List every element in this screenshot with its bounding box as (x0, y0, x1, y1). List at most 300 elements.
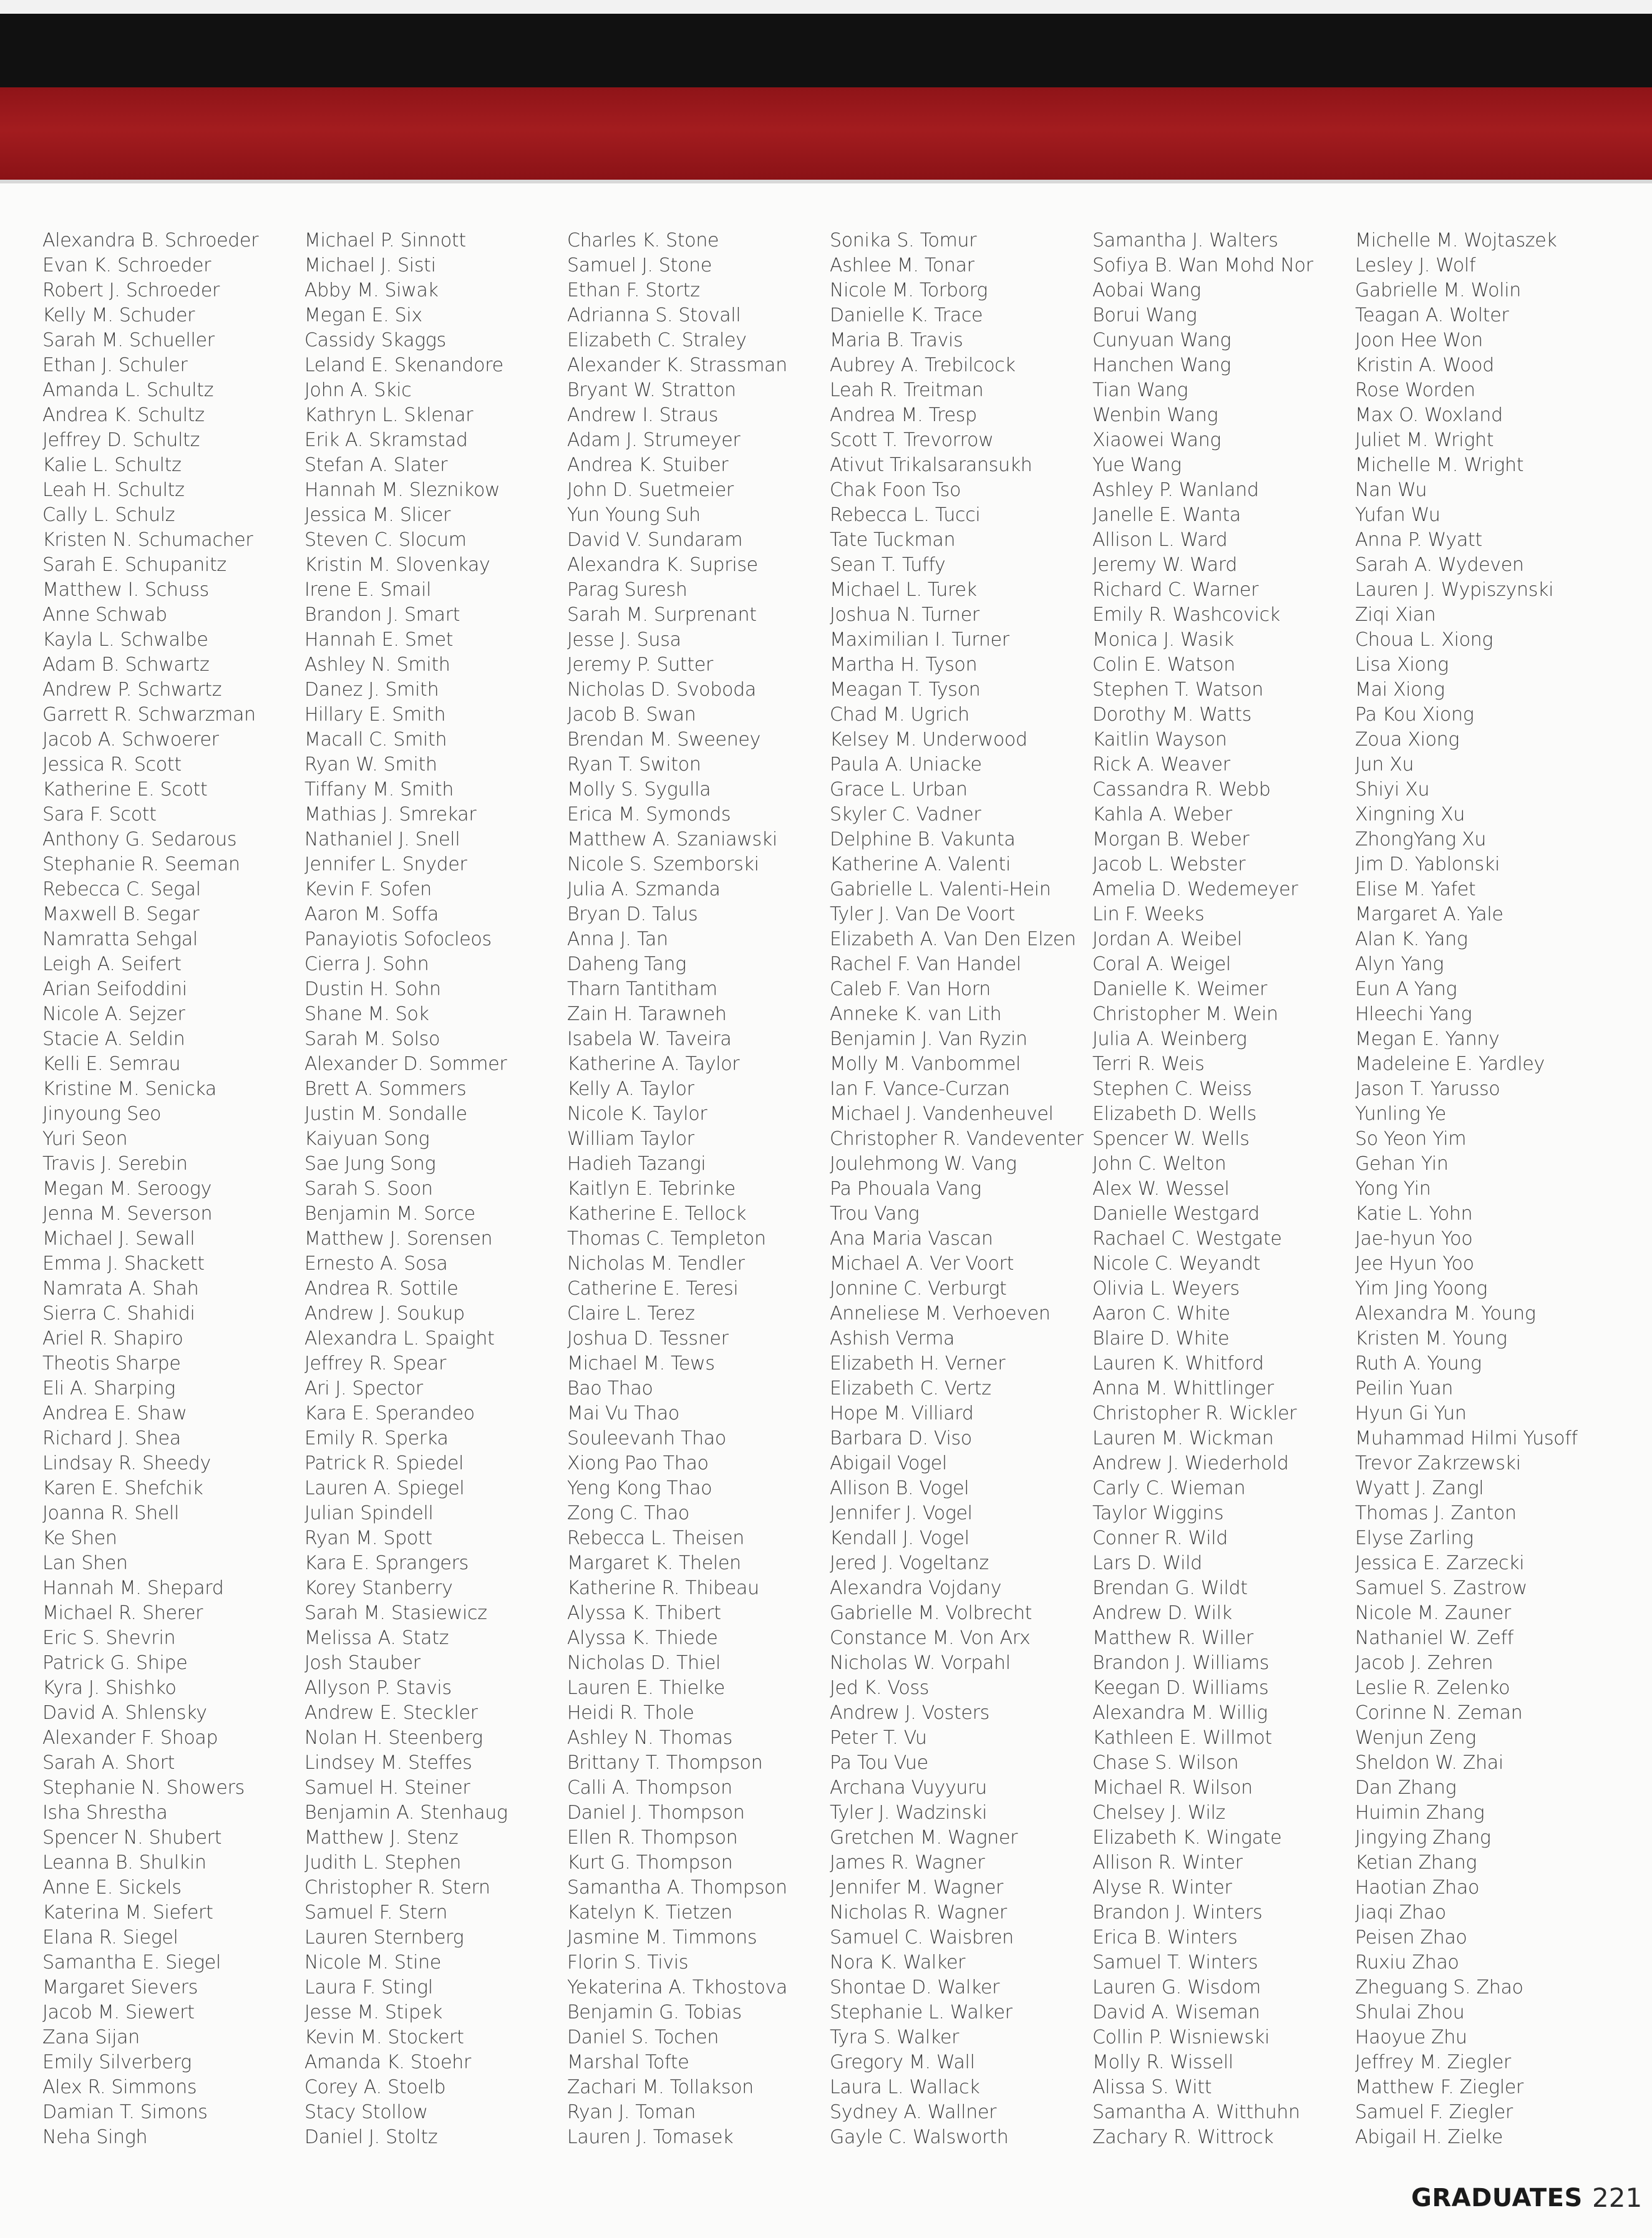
graduate-name: Katherine R. Thibeau (567, 1577, 759, 1599)
graduate-name: Alexandra K. Suprise (567, 554, 758, 576)
graduate-name: Michael A. Ver Voort (830, 1253, 1014, 1275)
graduate-name: Nicholas D. Svoboda (567, 679, 756, 701)
graduate-name: Megan M. Seroogy (42, 1178, 212, 1200)
graduate-name: Samuel J. Stone (567, 255, 712, 276)
graduate-name: Ellen R. Thompson (567, 1827, 738, 1849)
graduate-name: Michael L. Turek (830, 579, 977, 601)
graduate-name: Erica M. Symonds (567, 804, 731, 825)
graduate-name: Kathleen E. Willmot (1092, 1727, 1272, 1749)
graduate-name: Monica J. Wasik (1092, 629, 1234, 651)
graduate-name: Julia A. Weinberg (1092, 1028, 1247, 1050)
graduate-name: Joulehmong W. Vang (830, 1153, 1017, 1175)
graduate-name: Xingning Xu (1355, 804, 1465, 825)
page-number: 221 (1592, 2182, 1643, 2213)
graduate-name: Allison L. Ward (1092, 529, 1228, 551)
graduate-name: Maximilian I. Turner (830, 629, 1009, 651)
graduate-name: Leah H. Schultz (42, 479, 185, 501)
graduate-name: Garrett R. Schwarzman (42, 704, 256, 726)
graduate-name: Yeng Kong Thao (567, 1477, 712, 1499)
graduate-name: Rachael C. Westgate (1092, 1228, 1282, 1250)
graduate-name: Daniel J. Stoltz (304, 2126, 438, 2148)
graduate-name: Samantha J. Walters (1092, 230, 1278, 251)
graduate-name: Kelly M. Schuder (42, 304, 195, 326)
graduate-name: John C. Welton (1092, 1153, 1227, 1175)
graduate-name: Julian Spindell (304, 1502, 434, 1524)
graduate-name: Kevin F. Sofen (304, 878, 432, 900)
graduate-name: Katerina M. Siefert (42, 1902, 213, 1924)
graduate-name: Scott T. Trevorrow (830, 429, 994, 451)
top-margin (0, 0, 1652, 14)
graduate-name: Richard J. Shea (42, 1428, 181, 1449)
graduate-name: Theotis Sharpe (42, 1353, 181, 1374)
graduate-name: Xiaowei Wang (1092, 429, 1222, 451)
graduate-name: Nicholas D. Thiel (567, 1652, 721, 1674)
graduate-name: Ashley N. Smith (304, 654, 450, 676)
graduate-name: Nicole S. Szemborski (567, 854, 759, 875)
graduate-name: Kaitlin Wayson (1092, 729, 1227, 751)
graduate-name: Chad M. Ugrich (830, 704, 969, 726)
graduate-name: Mai Xiong (1355, 679, 1445, 701)
graduate-name: Alex W. Wessel (1092, 1178, 1230, 1200)
graduate-name: Gabrielle M. Volbrecht (830, 1602, 1032, 1624)
graduate-name: Chak Foon Tso (830, 479, 961, 501)
graduate-name: Lisa Xiong (1355, 654, 1449, 676)
graduate-name: Michael R. Sherer (42, 1602, 203, 1624)
graduate-name: Ana Maria Vascan (830, 1228, 993, 1250)
graduate-names-grid (42, 228, 1615, 2163)
graduate-name: Brendan G. Wildt (1092, 1577, 1248, 1599)
graduate-name: Jeremy P. Sutter (567, 654, 714, 676)
graduate-name: Stephanie L. Walker (830, 2002, 1013, 2023)
graduate-name: Andrea K. Schultz (42, 404, 205, 426)
graduate-name: Sae Jung Song (304, 1153, 436, 1175)
graduate-name: Michael R. Wilson (1092, 1777, 1253, 1799)
graduate-name: Amelia D. Wedemeyer (1092, 878, 1298, 900)
graduate-name: Andrew E. Steckler (304, 1702, 478, 1724)
graduate-name: Namrata A. Shah (42, 1278, 199, 1300)
graduate-name: Jennifer L. Snyder (304, 854, 467, 875)
graduate-name: Lan Shen (42, 1552, 128, 1574)
names-column-1 (42, 228, 298, 2150)
graduate-name: Sarah S. Soon (304, 1178, 433, 1200)
graduate-name: Lauren E. Thielke (567, 1677, 725, 1699)
graduate-name: Kayla L. Schwalbe (42, 629, 208, 651)
graduate-name: Dustin H. Sohn (304, 978, 441, 1000)
graduate-name: Erik A. Skramstad (304, 429, 468, 451)
graduate-name: Stacy Stollow (304, 2101, 428, 2123)
graduate-name: Michael P. Sinnott (304, 230, 466, 251)
graduate-name: Mai Vu Thao (567, 1403, 679, 1424)
graduate-name: Andrew P. Schwartz (42, 679, 222, 701)
graduate-name: Molly S. Sygulla (567, 779, 711, 800)
names-column-4 (830, 228, 1086, 2150)
graduate-name: Dorothy M. Watts (1092, 704, 1251, 726)
graduate-name: Sarah A. Wydeven (1355, 554, 1524, 576)
graduate-name: Sheldon W. Zhai (1355, 1752, 1504, 1774)
graduate-name: Madeleine E. Yardley (1355, 1053, 1545, 1075)
graduate-name: Shane M. Sok (304, 1003, 429, 1025)
graduate-name: Blaire D. White (1092, 1328, 1230, 1350)
graduate-name: Andrea R. Sottile (304, 1278, 459, 1300)
graduate-name: Tharn Tantitham (567, 978, 717, 1000)
graduate-name: Matthew J. Stenz (304, 1827, 459, 1849)
graduate-name: Kendall J. Vogel (830, 1527, 969, 1549)
graduate-name: Catherine E. Teresi (567, 1278, 739, 1300)
graduate-name: Danielle K. Trace (830, 304, 983, 326)
graduate-name: Jered J. Vogeltanz (830, 1552, 989, 1574)
graduate-name: Kelly A. Taylor (567, 1078, 694, 1100)
graduate-name: Kara E. Sprangers (304, 1552, 469, 1574)
graduate-name: Huimin Zhang (1355, 1802, 1485, 1824)
graduate-name: Alexandra B. Schroeder (42, 230, 259, 251)
graduate-name: Lesley J. Wolf (1355, 255, 1476, 276)
graduate-name: Kalie L. Schultz (42, 454, 182, 476)
graduate-name: Parag Suresh (567, 579, 688, 601)
graduate-name: Archana Vuyyuru (830, 1777, 987, 1799)
graduate-name: Rachel F. Van Handel (830, 953, 1021, 975)
graduate-name: Brittany T. Thompson (567, 1752, 763, 1774)
header-shadow (0, 180, 1652, 183)
graduate-name: Adrianna S. Stovall (567, 304, 741, 326)
graduate-name: Arian Seifoddini (42, 978, 187, 1000)
graduate-name: Anthony G. Sedarous (42, 829, 237, 850)
graduate-name: Jessica R. Scott (42, 754, 182, 776)
graduate-name: Anneliese M. Verhoeven (830, 1303, 1051, 1325)
graduate-name: Andrea K. Stuiber (567, 454, 729, 476)
graduate-name: Stacie A. Seldin (42, 1028, 185, 1050)
graduate-name: Shontae D. Walker (830, 1977, 1000, 1998)
names-column-2 (304, 228, 560, 2150)
graduate-name: Samantha A. Thompson (567, 1877, 787, 1899)
graduate-name: Kyra J. Shishko (42, 1677, 177, 1699)
graduate-name: Choua L. Xiong (1355, 629, 1494, 651)
graduate-name: Jiaqi Zhao (1355, 1902, 1446, 1924)
graduate-name: Tyler J. Van De Voort (830, 903, 1015, 925)
graduate-name: Zheguang S. Zhao (1355, 1977, 1523, 1998)
graduate-name: Panayiotis Sofocleos (304, 928, 492, 950)
graduate-name: Aobai Wang (1092, 280, 1201, 301)
graduate-name: Daniel J. Thompson (567, 1802, 745, 1824)
graduate-name: Spencer N. Shubert (42, 1827, 222, 1849)
graduate-name: Ashish Verma (830, 1328, 955, 1350)
graduate-name: Anna J. Tan (567, 928, 668, 950)
graduate-name: Jee Hyun Yoo (1355, 1253, 1474, 1275)
graduate-name: Lauren M. Wickman (1092, 1428, 1274, 1449)
graduate-name: Wyatt J. Zangl (1355, 1477, 1484, 1499)
graduate-name: Christopher R. Vandeventer (830, 1128, 1084, 1150)
graduate-name: Jeffrey R. Spear (304, 1353, 447, 1374)
graduate-name: Alissa S. Witt (1092, 2076, 1212, 2098)
graduate-name: Corey A. Stoelb (304, 2076, 446, 2098)
graduate-name: Michael M. Tews (567, 1353, 715, 1374)
graduate-name: Stefan A. Slater (304, 454, 448, 476)
graduate-name: Souleevanh Thao (567, 1428, 726, 1449)
graduate-name: Sean T. Tuffy (830, 554, 946, 576)
graduate-name: Leslie R. Zelenko (1355, 1677, 1510, 1699)
graduate-name: Alyssa K. Thibert (567, 1602, 721, 1624)
graduate-name: Marshal Tofte (567, 2051, 689, 2073)
graduate-name: Conner R. Wild (1092, 1527, 1228, 1549)
graduate-name: Ryan M. Spott (304, 1527, 432, 1549)
graduate-name: Calli A. Thompson (567, 1777, 732, 1799)
graduate-name: Michael J. Vandenheuvel (830, 1103, 1054, 1125)
header-black-band (0, 14, 1652, 87)
graduate-name: Juliet M. Wright (1355, 429, 1494, 451)
graduate-name: Richard C. Warner (1092, 579, 1259, 601)
graduate-name: Benjamin A. Stenhaug (304, 1802, 508, 1824)
graduate-name: Benjamin G. Tobias (567, 2002, 742, 2023)
names-column-3 (567, 228, 823, 2150)
graduate-name: Lauren J. Tomasek (567, 2126, 734, 2148)
graduate-name: Claire L. Terez (567, 1303, 695, 1325)
graduate-name: Tate Tuckman (830, 529, 956, 551)
graduate-name: Rose Worden (1355, 379, 1475, 401)
graduate-name: Colin E. Watson (1092, 654, 1235, 676)
graduate-name: Daheng Tang (567, 953, 686, 975)
graduate-name: Jinyoung Seo (42, 1103, 162, 1125)
graduate-name: Jessica E. Zarzecki (1355, 1552, 1525, 1574)
graduate-name: Jason T. Yarusso (1355, 1078, 1500, 1100)
graduate-name: Coral A. Weigel (1092, 953, 1231, 975)
graduate-name: Katherine E. Scott (42, 779, 208, 800)
graduate-name: Jun Xu (1355, 754, 1414, 776)
graduate-name: Benjamin M. Sorce (304, 1203, 475, 1225)
graduate-name: Stephen C. Weiss (1092, 1078, 1252, 1100)
graduate-name: Bryant W. Stratton (567, 379, 736, 401)
graduate-name: Jesse M. Stipek (304, 2002, 443, 2023)
graduate-name: Ryan J. Toman (567, 2101, 696, 2123)
graduate-name: Jacob B. Swan (567, 704, 696, 726)
graduate-name: Matthew J. Sorensen (304, 1228, 493, 1250)
graduate-name: Teagan A. Wolter (1355, 304, 1509, 326)
graduate-name: Samuel F. Stern (304, 1902, 448, 1924)
graduate-name: Pa Phouala Vang (830, 1178, 981, 1200)
graduate-name: Zoua Xiong (1355, 729, 1460, 751)
graduate-name: Yong Yin (1355, 1178, 1431, 1200)
graduate-name: Jeffrey D. Schultz (42, 429, 200, 451)
graduate-name: Leland E. Skenandore (304, 354, 503, 376)
graduate-name: Erica B. Winters (1092, 1927, 1238, 1949)
graduate-name: Damian T. Simons (42, 2101, 208, 2123)
graduate-name: Joon Hee Won (1355, 329, 1483, 351)
graduate-name: Nan Wu (1355, 479, 1427, 501)
graduate-name: Ruxiu Zhao (1355, 1952, 1459, 1973)
graduate-name: Joanna R. Shell (42, 1502, 180, 1524)
graduate-name: Matthew A. Szaniawski (567, 829, 777, 850)
graduate-name: Lauren K. Whitford (1092, 1353, 1264, 1374)
graduate-name: Ruth A. Young (1355, 1353, 1482, 1374)
graduate-name: Borui Wang (1092, 304, 1197, 326)
graduate-name: Kathryn L. Sklenar (304, 404, 474, 426)
graduate-name: ZhongYang Xu (1355, 829, 1487, 850)
graduate-name: Adam J. Strumeyer (567, 429, 741, 451)
graduate-name: Korey Stanberry (304, 1577, 453, 1599)
graduate-name: Katherine A. Taylor (567, 1053, 740, 1075)
graduate-name: Nolan H. Steenberg (304, 1727, 483, 1749)
graduate-name: Yim Jing Yoong (1355, 1278, 1487, 1300)
graduate-name: Charles K. Stone (567, 230, 719, 251)
graduate-name: Kristine M. Senicka (42, 1078, 216, 1100)
graduate-name: Megan E. Six (304, 304, 422, 326)
graduate-name: Gabrielle M. Wolin (1355, 280, 1521, 301)
graduate-name: Kelli E. Semrau (42, 1053, 181, 1075)
graduate-name: Delphine B. Vakunta (830, 829, 1016, 850)
graduate-name: Anna M. Whittlinger (1092, 1378, 1274, 1399)
graduate-name: Amanda L. Schultz (42, 379, 214, 401)
graduate-name: Sofiya B. Wan Mohd Nor (1092, 255, 1313, 276)
graduate-name: Jordan A. Weibel (1092, 928, 1242, 950)
graduate-name: Peter T. Vu (830, 1727, 927, 1749)
graduate-name: Jennifer J. Vogel (830, 1502, 973, 1524)
graduate-name: Rebecca L. Theisen (567, 1527, 744, 1549)
graduate-name: Hannah M. Shepard (42, 1577, 224, 1599)
graduate-name: Muhammad Hilmi Yusoff (1355, 1428, 1578, 1449)
graduate-name: Danielle K. Weimer (1092, 978, 1268, 1000)
graduate-name: Eli A. Sharping (42, 1378, 175, 1399)
graduate-name: Jennifer M. Wagner (830, 1877, 1004, 1899)
graduate-name: Nicholas R. Wagner (830, 1902, 1007, 1924)
graduate-name: Gregory M. Wall (830, 2051, 975, 2073)
graduate-name: Maxwell B. Segar (42, 903, 200, 925)
graduate-name: Lars D. Wild (1092, 1552, 1202, 1574)
graduate-name: Keegan D. Williams (1092, 1677, 1269, 1699)
graduate-name: Ashley P. Wanland (1092, 479, 1259, 501)
graduate-name: Ketian Zhang (1355, 1852, 1477, 1874)
graduate-name: Kristin A. Wood (1355, 354, 1494, 376)
graduate-name: Brandon J. Williams (1092, 1652, 1270, 1674)
graduate-name: Nicole K. Taylor (567, 1103, 707, 1125)
graduate-name: Sarah M. Schueller (42, 329, 215, 351)
graduate-name: Jonnine C. Verburgt (830, 1278, 1007, 1300)
graduate-name: Meagan T. Tyson (830, 679, 981, 701)
graduate-name: Wenjun Zeng (1355, 1727, 1476, 1749)
graduate-name: Michelle M. Wright (1355, 454, 1524, 476)
graduate-name: Gretchen M. Wagner (830, 1827, 1018, 1849)
graduate-name: Thomas J. Zanton (1355, 1502, 1517, 1524)
graduate-name: Kristin M. Slovenkay (304, 554, 490, 576)
graduate-name: Shiyi Xu (1355, 779, 1430, 800)
graduate-name: Gabrielle L. Valenti-Hein (830, 878, 1051, 900)
graduate-name: Cunyuan Wang (1092, 329, 1232, 351)
graduate-name: Danez J. Smith (304, 679, 439, 701)
section-title: GRADUATES (1411, 2184, 1583, 2212)
graduate-name: Olivia L. Weyers (1092, 1278, 1240, 1300)
graduate-name: Nicole C. Weyandt (1092, 1253, 1261, 1275)
graduate-name: Jenna M. Severson (42, 1203, 213, 1225)
graduate-name: Samantha A. Witthuhn (1092, 2101, 1300, 2123)
graduate-name: Andrew I. Straus (567, 404, 719, 426)
graduate-name: David V. Sundaram (567, 529, 743, 551)
graduate-name: Constance M. Von Arx (830, 1627, 1031, 1649)
graduate-name: Michelle M. Wojtaszek (1355, 230, 1557, 251)
graduate-name: Christopher R. Wickler (1092, 1403, 1297, 1424)
graduate-name: Jesse J. Susa (567, 629, 681, 651)
graduate-name: Sarah A. Short (42, 1752, 175, 1774)
graduate-name: Isabela W. Taveira (567, 1028, 732, 1050)
graduate-name: Hillary E. Smith (304, 704, 446, 726)
graduate-name: Rebecca L. Tucci (830, 504, 981, 526)
graduate-name: Ke Shen (42, 1527, 117, 1549)
graduate-name: Paula A. Uniacke (830, 754, 982, 776)
graduate-name: Maria B. Travis (830, 329, 963, 351)
graduate-name: Elizabeth H. Verner (830, 1353, 1006, 1374)
graduate-name: Molly M. Vanbommel (830, 1053, 1021, 1075)
graduate-name: Pa Kou Xiong (1355, 704, 1474, 726)
graduate-name: Yuri Seon (42, 1128, 128, 1150)
graduate-name: Matthew F. Ziegler (1355, 2076, 1523, 2098)
graduate-name: Sarah M. Stasiewicz (304, 1602, 487, 1624)
graduate-name: Nicole A. Sejzer (42, 1003, 185, 1025)
graduate-name: Wenbin Wang (1092, 404, 1218, 426)
graduate-name: Alyssa K. Thiede (567, 1627, 718, 1649)
graduate-name: Elizabeth C. Vertz (830, 1378, 991, 1399)
graduate-name: Karen E. Shefchik (42, 1477, 203, 1499)
graduate-name: Abby M. Siwak (304, 280, 439, 301)
graduate-name: Sonika S. Tomur (830, 230, 977, 251)
graduate-name: Ashlee M. Tonar (830, 255, 974, 276)
graduate-name: Brandon J. Winters (1092, 1902, 1263, 1924)
graduate-name: Ativut Trikalsaransukh (830, 454, 1032, 476)
graduate-name: Leanna B. Shulkin (42, 1852, 206, 1874)
graduate-name: Isha Shrestha (42, 1802, 168, 1824)
graduate-name: Jacob A. Schwoerer (42, 729, 219, 751)
graduate-name: Hannah M. Sleznikow (304, 479, 500, 501)
graduate-name: Jeremy W. Ward (1092, 554, 1238, 576)
graduate-name: Nathaniel W. Zeff (1355, 1627, 1514, 1649)
graduate-name: Lindsey M. Steffes (304, 1752, 472, 1774)
graduate-name: Corinne N. Zeman (1355, 1702, 1523, 1724)
graduate-name: Collin P. Wisniewski (1092, 2026, 1270, 2048)
graduate-name: Bryan D. Talus (567, 903, 698, 925)
graduate-name: Andrew J. Vosters (830, 1702, 989, 1724)
graduate-name: Patrick G. Shipe (42, 1652, 188, 1674)
graduate-name: Spencer W. Wells (1092, 1128, 1250, 1150)
graduate-name: Katherine A. Valenti (830, 854, 1011, 875)
names-column-6 (1355, 228, 1611, 2150)
graduate-name: John A. Skic (304, 379, 412, 401)
graduate-name: Hanchen Wang (1092, 354, 1232, 376)
graduate-name: Hope M. Villiard (830, 1403, 974, 1424)
graduate-name: Dan Zhang (1355, 1777, 1457, 1799)
graduate-name: Nicole M. Torborg (830, 280, 988, 301)
graduate-name: Jingying Zhang (1355, 1827, 1491, 1849)
graduate-name: Jacob M. Siewert (42, 2002, 195, 2023)
graduate-name: Haoyue Zhu (1355, 2026, 1467, 2048)
graduate-name: Anneke K. van Lith (830, 1003, 1002, 1025)
graduate-name: Emma J. Shackett (42, 1253, 205, 1275)
graduate-name: Lauren A. Spiegel (304, 1477, 465, 1499)
graduate-name: Hadieh Tazangi (567, 1153, 706, 1175)
graduate-name: William Taylor (567, 1128, 694, 1150)
graduate-name: Katie L. Yohn (1355, 1203, 1473, 1225)
graduate-name: Megan E. Yanny (1355, 1028, 1500, 1050)
graduate-name: Samuel H. Steiner (304, 1777, 470, 1799)
graduate-name: Alexandra Vojdany (830, 1577, 1002, 1599)
graduate-name: Yunling Ye (1355, 1103, 1446, 1125)
graduate-name: Margaret A. Yale (1355, 903, 1504, 925)
graduate-name: Cally L. Schulz (42, 504, 175, 526)
graduate-name: Lauren J. Wypiszynski (1355, 579, 1554, 601)
graduate-name: Mathias J. Smrekar (304, 804, 477, 825)
graduate-name: Michael J. Sewall (42, 1228, 195, 1250)
graduate-name: Allison R. Winter (1092, 1852, 1243, 1874)
graduate-name: Peisen Zhao (1355, 1927, 1467, 1949)
graduate-name: Jacob J. Zehren (1355, 1652, 1494, 1674)
graduate-name: Gehan Yin (1355, 1153, 1449, 1175)
graduate-name: Travis J. Serebin (42, 1153, 188, 1175)
graduate-name: Alexandra L. Spaight (304, 1328, 495, 1350)
graduate-name: Matthew R. Willer (1092, 1627, 1253, 1649)
